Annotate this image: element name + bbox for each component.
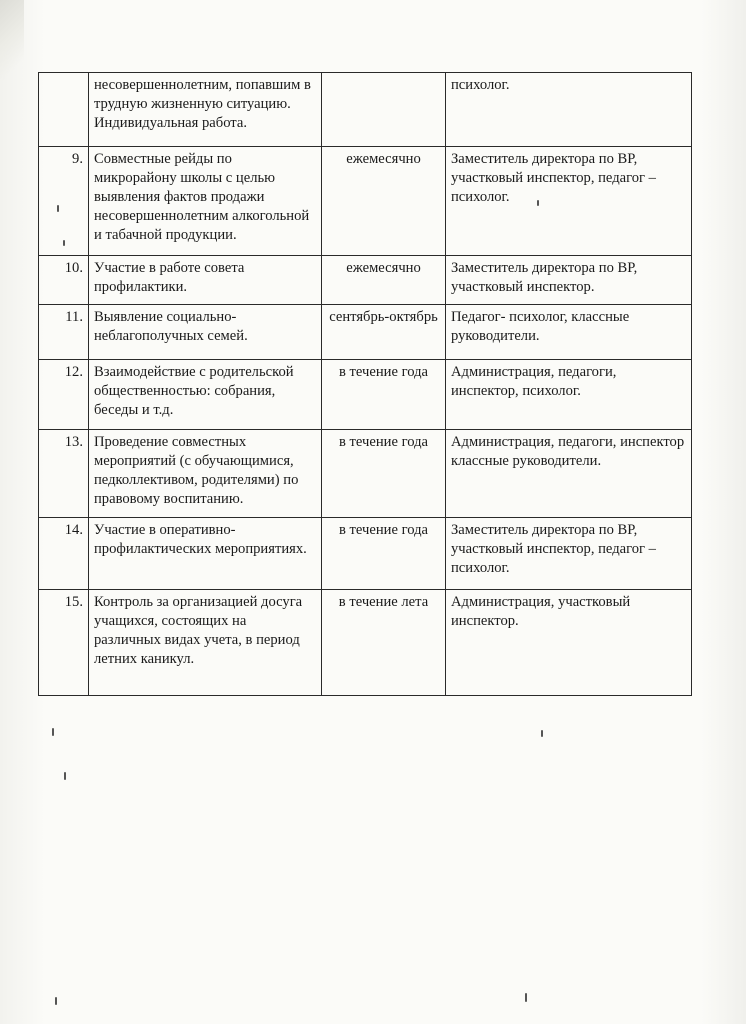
responsible-cell: Администрация, педагоги, инспектор, психолог. xyxy=(446,360,692,430)
scan-mark xyxy=(57,205,59,212)
row-number: 11. xyxy=(39,305,89,360)
period-cell: в течение года xyxy=(322,360,446,430)
scan-mark xyxy=(52,728,54,736)
period-cell: в течение года xyxy=(322,430,446,518)
period-cell: ежемесячно xyxy=(322,147,446,256)
row-number: 14. xyxy=(39,518,89,590)
table-row xyxy=(39,73,692,147)
period-cell xyxy=(322,73,446,147)
folded-corner xyxy=(0,0,24,95)
period-cell: сентябрь-октябрь xyxy=(322,305,446,360)
table-row xyxy=(39,305,692,360)
event-cell: Участие в работе совета профилактики. xyxy=(89,256,322,305)
table-row xyxy=(39,360,692,430)
table-row xyxy=(39,147,692,256)
row-number: 9. xyxy=(39,147,89,256)
period-cell: ежемесячно xyxy=(322,256,446,305)
scan-mark xyxy=(537,200,539,206)
event-cell: Выявление социально-неблагополучных семей. xyxy=(89,305,322,360)
event-cell: Контроль за организацией досуга учащихся, состоящих на различных видах учета, в период летних каникул. xyxy=(89,590,322,696)
event-cell: Совместные рейды по микрорайону школы с целью выявления фактов продажи несовершеннолетним алкогольной и табачной продукции. xyxy=(89,147,322,256)
scan-mark xyxy=(541,730,543,737)
responsible-cell: Заместитель директора по ВР, участковый инспектор, педагог – психолог. xyxy=(446,147,692,256)
responsible-cell: психолог. xyxy=(446,73,692,147)
event-cell: Проведение совместных мероприятий (с обучающимися, педколлективом, родителями) по правовому воспитанию. xyxy=(89,430,322,518)
row-number: 12. xyxy=(39,360,89,430)
event-cell: несовершеннолетним, попавшим в трудную жизненную ситуацию. Индивидуальная работа. xyxy=(89,73,322,147)
table-row xyxy=(39,590,692,696)
event-cell: Участие в оперативно-профилактических мероприятиях. xyxy=(89,518,322,590)
table-row xyxy=(39,256,692,305)
scan-mark xyxy=(55,997,57,1005)
responsible-cell: Заместитель директора по ВР, участковый инспектор. xyxy=(446,256,692,305)
table-row xyxy=(39,430,692,518)
row-number: 10. xyxy=(39,256,89,305)
period-cell: в течение лета xyxy=(322,590,446,696)
plan-table xyxy=(38,72,692,696)
responsible-cell: Педагог- психолог, классные руководители. xyxy=(446,305,692,360)
period-cell: в течение года xyxy=(322,518,446,590)
scan-mark xyxy=(63,240,65,246)
event-cell: Взаимодействие с родительской общественностью: собрания, беседы и т.д. xyxy=(89,360,322,430)
row-number xyxy=(39,73,89,147)
responsible-cell: Заместитель директора по ВР, участковый инспектор, педагог – психолог. xyxy=(446,518,692,590)
row-number: 13. xyxy=(39,430,89,518)
responsible-cell: Администрация, участковый инспектор. xyxy=(446,590,692,696)
scan-mark xyxy=(525,993,527,1002)
scan-mark xyxy=(64,772,66,780)
responsible-cell: Администрация, педагоги, инспектор классные руководители. xyxy=(446,430,692,518)
table-row xyxy=(39,518,692,590)
row-number: 15. xyxy=(39,590,89,696)
